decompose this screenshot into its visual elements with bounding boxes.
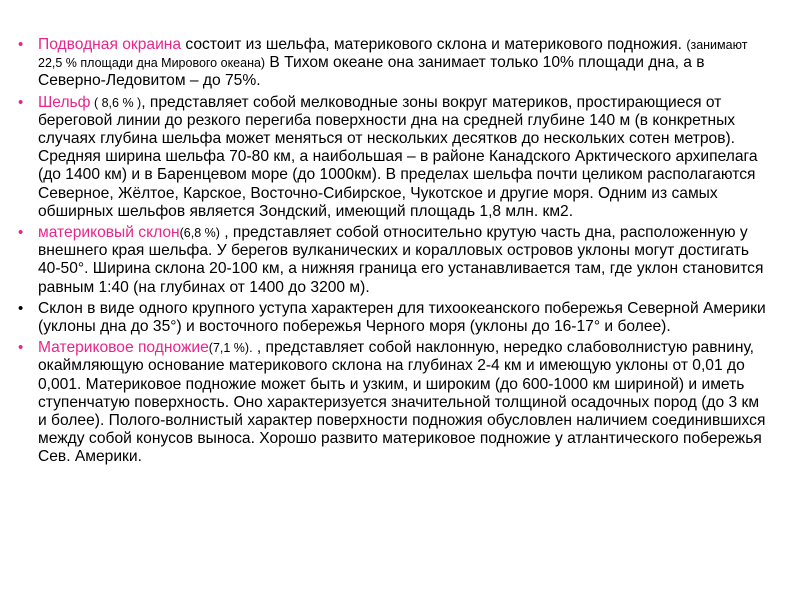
paragraph-note: ( 8,6 % )	[90, 95, 142, 110]
paragraph-text: Склон в виде одного крупного уступа характерен для тихоокеанского побережья Северной Америки (уклоны дна до 35°) и восточного побережья Черного моря (уклоны до 16-17° и более).	[38, 299, 766, 336]
bullet-icon: •	[18, 299, 24, 317]
paragraph-text: , представляет собой относительно крутую часть дна, расположенную у внешнего края шельфа. У берегов вулканических и коралловых островов уклоны могут достигать 40-50°. Ширина склона 20-100 км, а нижняя граница его устанавливается там, где уклон становится равным 1:40 (на глубинах от 1400 до 3200 м).	[38, 224, 764, 296]
paragraph-text: состоит из шельфа, материкового склона и материкового подножия.	[181, 36, 687, 53]
bullet-icon: •	[18, 339, 24, 357]
paragraph-text: В Тихом океане она занимает только 10% площади дна, а в Северно-Ледовитом – до 75%.	[38, 54, 705, 90]
paragraph-note: (занимают 22,5 % площади дна Мирового океана)	[38, 38, 748, 71]
paragraph-underwater-margin	[16, 36, 772, 91]
bullet-list	[16, 36, 772, 467]
paragraph-continental-rise	[16, 339, 772, 466]
term-continental-rise: Материковое подножие	[38, 339, 209, 357]
paragraph-shelf	[16, 94, 772, 221]
paragraph-slope-ledge	[16, 300, 772, 336]
paragraph-note: (7,1 %).	[208, 341, 253, 356]
paragraph-continental-slope	[16, 224, 772, 297]
bullet-icon: •	[18, 36, 24, 53]
term-underwater-margin: Подводная окраина	[38, 36, 182, 53]
term-shelf: Шельф	[38, 93, 91, 111]
bullet-icon: •	[18, 93, 24, 111]
bullet-icon: •	[18, 224, 24, 242]
paragraph-text: , представляет собой наклонную, нередко слабоволнистую равнину, окаймляющую основание материкового склона на глубинах 2-4 км и имеющую уклоны от 0,01 до 0,001. Материковое подножие может быть и узким, и широким (до 600-1000 км шириной) и иметь ступенчатую поверхность. Оно характеризуется значительной толщиной осадочных пород (до 3 км и более). Полого-волнистый характер поверхности подножия обусловлен наличием соединившихся между собой конусов выноса. Хорошо развито материковое подножие у атлантического побережья Сев. Америки.	[38, 339, 766, 466]
term-continental-slope: материковый склон	[38, 224, 180, 242]
paragraph-text: , представляет собой мелководные зоны вокруг материков, простирающиеся от береговой линии до резкого перегиба поверхности дна на средней глубине 140 м (в конкретных случаях глубина шельфа может меняться от нескольких десятков до нескольких сотен метров). Средняя ширина шельфа 70-80 км, а наибольшая – в районе Канадского Арктического архипелага (до 1400 км) и в Баренцевом море (до 1000км). В пределах шельфа почти целиком располагаются Северное, Жёлтое, Карское, Восточно-Сибирское, Чукотское и другие моря. Одним из самых обширных шельфов является Зондский, имеющий площадь 1,8 млн. км2.	[38, 93, 758, 220]
paragraph-note: (6,8 %)	[179, 226, 220, 241]
